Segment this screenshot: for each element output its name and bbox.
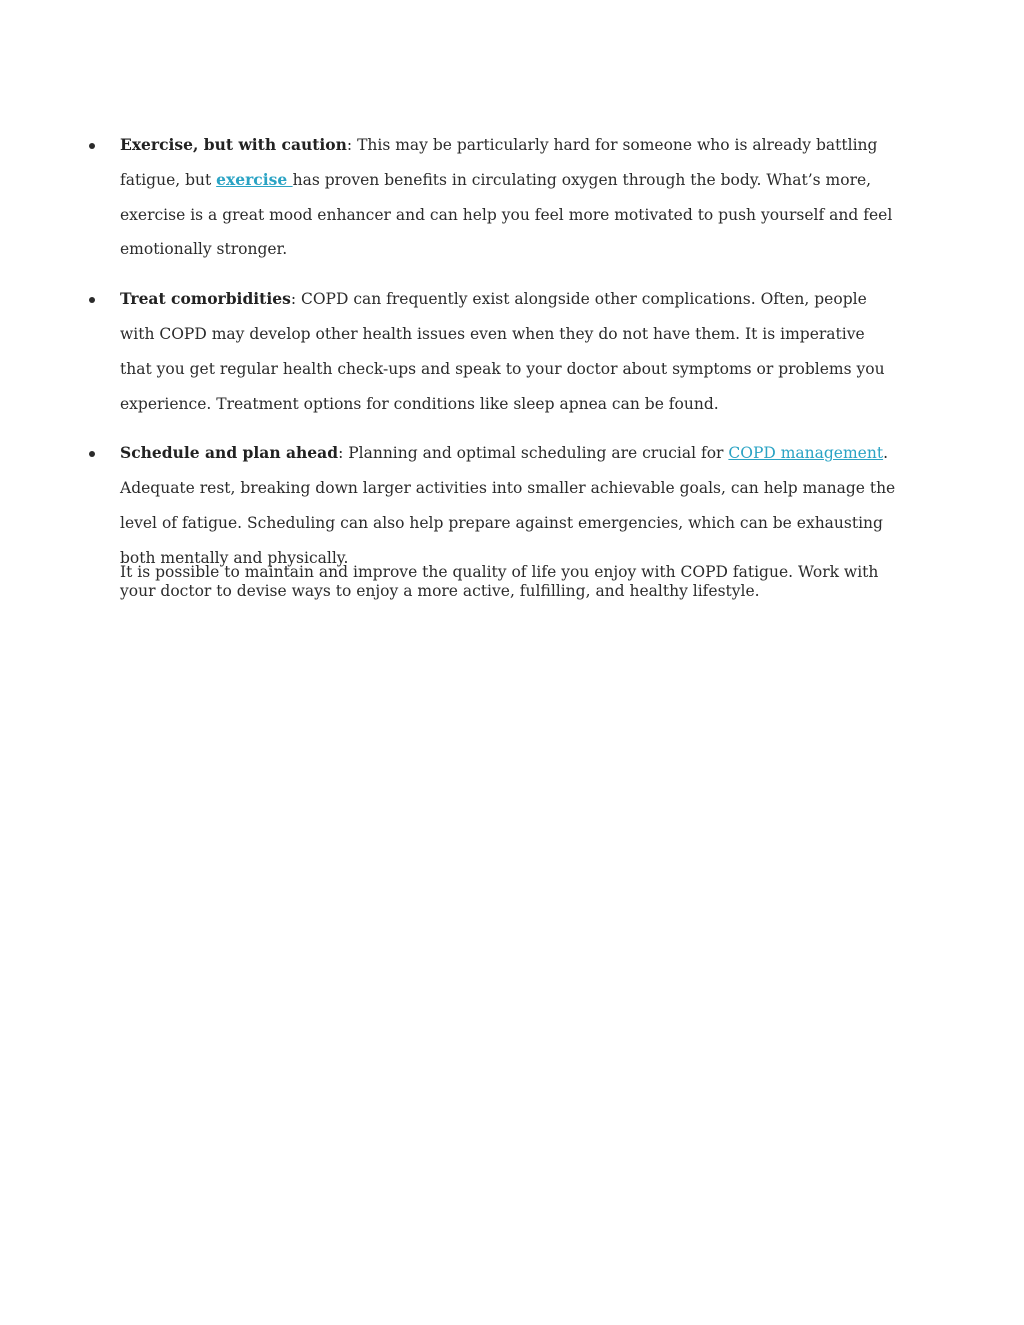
item-text: Planning and optimal scheduling are crucial for [348, 444, 729, 463]
tips-list [0, 128, 1024, 591]
item-text: COPD can frequently exist alongside other complications. Often, people with COPD may develop other health issues even when they do not have them. It is imperative that you get regular health check-ups and speak to your doctor about symptoms or problems you experience. Treatment options for conditions like sleep apnea can be found. [120, 290, 885, 413]
item-text-continued: . Adequate rest, breaking down larger activities into smaller achievable goals, can help manage the level of fatigue. Scheduling can also help prepare against emergencies, which can be exhausting both mentally and physically. [120, 444, 896, 567]
closing-paragraph: It is possible to maintain and improve the quality of life you enjoy with COPD fatigue. Work with your doctor to devise ways to enjoy a more active, fulfilling, and healthy lifestyle. [120, 563, 879, 600]
exercise-link[interactable]: exercise [216, 169, 293, 189]
bullet-icon [89, 143, 95, 149]
list-item-exercise [0, 128, 1024, 267]
item-heading: Treat comorbidities [120, 289, 291, 309]
item-text: This may be particularly hard for someone who is already battling fatigue, but [120, 136, 878, 189]
item-separator: : [290, 290, 301, 309]
item-separator: : [346, 136, 358, 154]
item-heading: Exercise, but with caution [120, 135, 347, 154]
item-separator: : [338, 444, 349, 463]
item-text-continued: has proven benefits in circulating oxygen through the body. What’s more, exercise is a great mood enhancer and can help you feel more motivated to push yourself and feel emotionally stronger. [120, 170, 893, 259]
list-item-comorbidities [0, 282, 1024, 421]
list-item-schedule [0, 436, 1024, 575]
copd-management-link[interactable]: COPD management [728, 444, 884, 463]
item-heading: Schedule and plan ahead [120, 443, 339, 463]
bullet-icon [89, 297, 95, 303]
bullet-icon [89, 451, 95, 457]
